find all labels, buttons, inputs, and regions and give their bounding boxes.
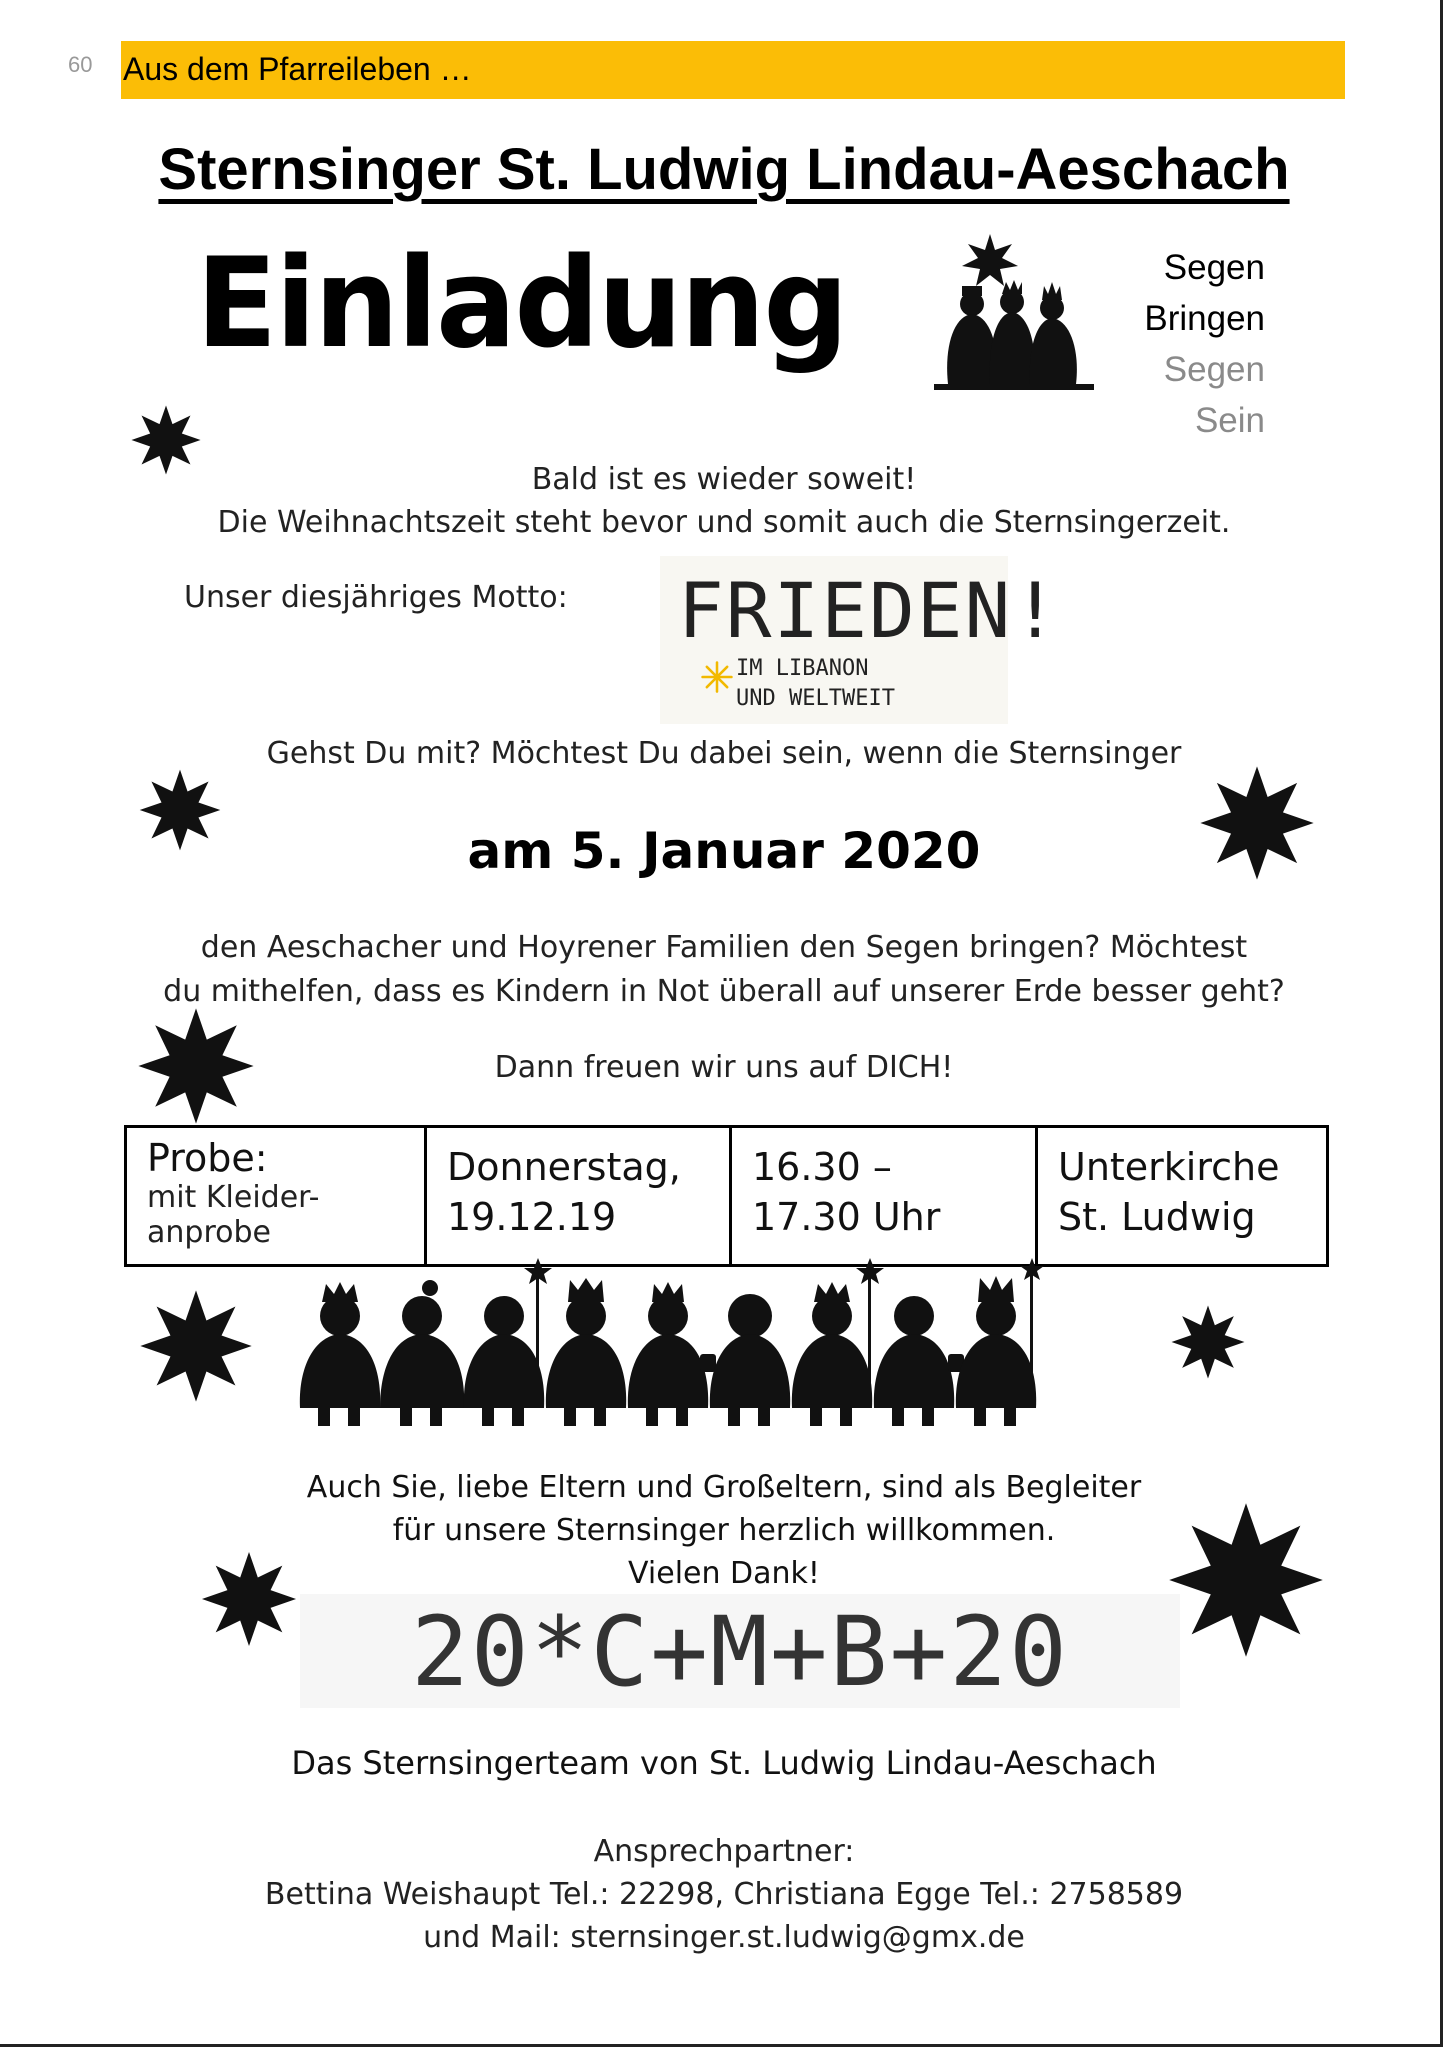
page-title: Sternsinger St. Ludwig Lindau-Aeschach: [158, 137, 1290, 202]
contact-mail: und Mail: sternsinger.st.ludwig@gmx.de: [423, 1920, 1025, 1955]
intro-line: Die Weihnachtszeit steht bevor und somit auch die Sternsingerzeit.: [217, 505, 1231, 540]
contact-info: [0, 1830, 1448, 1959]
intro-line: Bald ist es wieder soweit!: [531, 462, 917, 497]
asterisk-icon: [700, 660, 734, 694]
star-singers-procession: [290, 1258, 1070, 1438]
rehearsal-note: mit Kleider-: [147, 1180, 320, 1215]
families-text: [0, 926, 1448, 1014]
blessing-text: 20*C+M+B+20: [411, 1596, 1069, 1708]
star-icon: [1170, 1304, 1246, 1380]
motto-logo: [660, 556, 1061, 724]
rehearsal-time-cell: [731, 1127, 1037, 1266]
page-number: 60: [68, 52, 93, 77]
motto-words: [1110, 242, 1265, 446]
families-line: du mithelfen, dass es Kindern in Not überall auf unserer Erde besser geht?: [163, 974, 1285, 1009]
parents-line: Vielen Dank!: [628, 1556, 820, 1591]
parents-line: für unsere Sternsinger herzlich willkommen.: [392, 1513, 1056, 1548]
rehearsal-note: anprobe: [147, 1215, 271, 1250]
families-line: den Aeschacher und Hoyrener Familien den Segen bringen? Möchtest: [200, 930, 1248, 965]
rehearsal-place-cell: [1037, 1127, 1328, 1266]
parents-line: Auch Sie, liebe Eltern und Großeltern, sind als Begleiter: [306, 1470, 1142, 1505]
motto-word: Segen: [1163, 350, 1265, 389]
team-signature: Das Sternsingerteam von St. Ludwig Lindau-Aeschach: [291, 1744, 1157, 1782]
rehearsal-date-cell: [426, 1127, 731, 1266]
rehearsal-table: [124, 1125, 1329, 1267]
invitation-heading: Einladung: [196, 232, 847, 376]
parents-text: [0, 1466, 1448, 1595]
intro-text: [0, 458, 1448, 544]
section-header: [121, 41, 1345, 99]
contact-label: Ansprechpartner:: [593, 1834, 855, 1869]
rehearsal-date: 19.12.19: [447, 1195, 617, 1239]
rehearsal-time: 16.30 –: [752, 1145, 892, 1189]
motto-subtitle-line: UND WELTWEIT: [736, 686, 895, 711]
event-date: am 5. Januar 2020: [467, 822, 981, 880]
blessing-inscription: [300, 1594, 1180, 1708]
motto-subtitle-line: IM LIBANON: [736, 656, 869, 681]
motto-title: FRIEDEN!: [678, 566, 1061, 655]
question-text: Gehst Du mit? Möchtest Du dabei sein, wenn die Sternsinger: [266, 736, 1182, 771]
motto-word: Segen: [1163, 248, 1265, 287]
rehearsal-time: 17.30 Uhr: [752, 1195, 941, 1239]
three-kings-silhouette: [930, 234, 1100, 404]
motto-word: Bringen: [1144, 299, 1265, 338]
motto-word: Sein: [1194, 401, 1265, 440]
rehearsal-place: Unterkirche: [1058, 1145, 1280, 1189]
rehearsal-day: Donnerstag,: [447, 1145, 681, 1189]
motto-subtitle: [736, 654, 895, 714]
motto-label: Unser diesjähriges Motto:: [184, 580, 568, 615]
table-row: [126, 1127, 1328, 1266]
rehearsal-label: Probe:: [147, 1136, 268, 1180]
contact-people: Bettina Weishaupt Tel.: 22298, Christiana Egge Tel.: 2758589: [264, 1877, 1184, 1912]
welcome-text: Dann freuen wir uns auf DICH!: [494, 1050, 954, 1085]
rehearsal-label-cell: [126, 1127, 426, 1266]
section-title: Aus dem Pfarreileben …: [123, 51, 472, 87]
star-icon: [138, 1288, 254, 1404]
rehearsal-place: St. Ludwig: [1058, 1195, 1256, 1239]
